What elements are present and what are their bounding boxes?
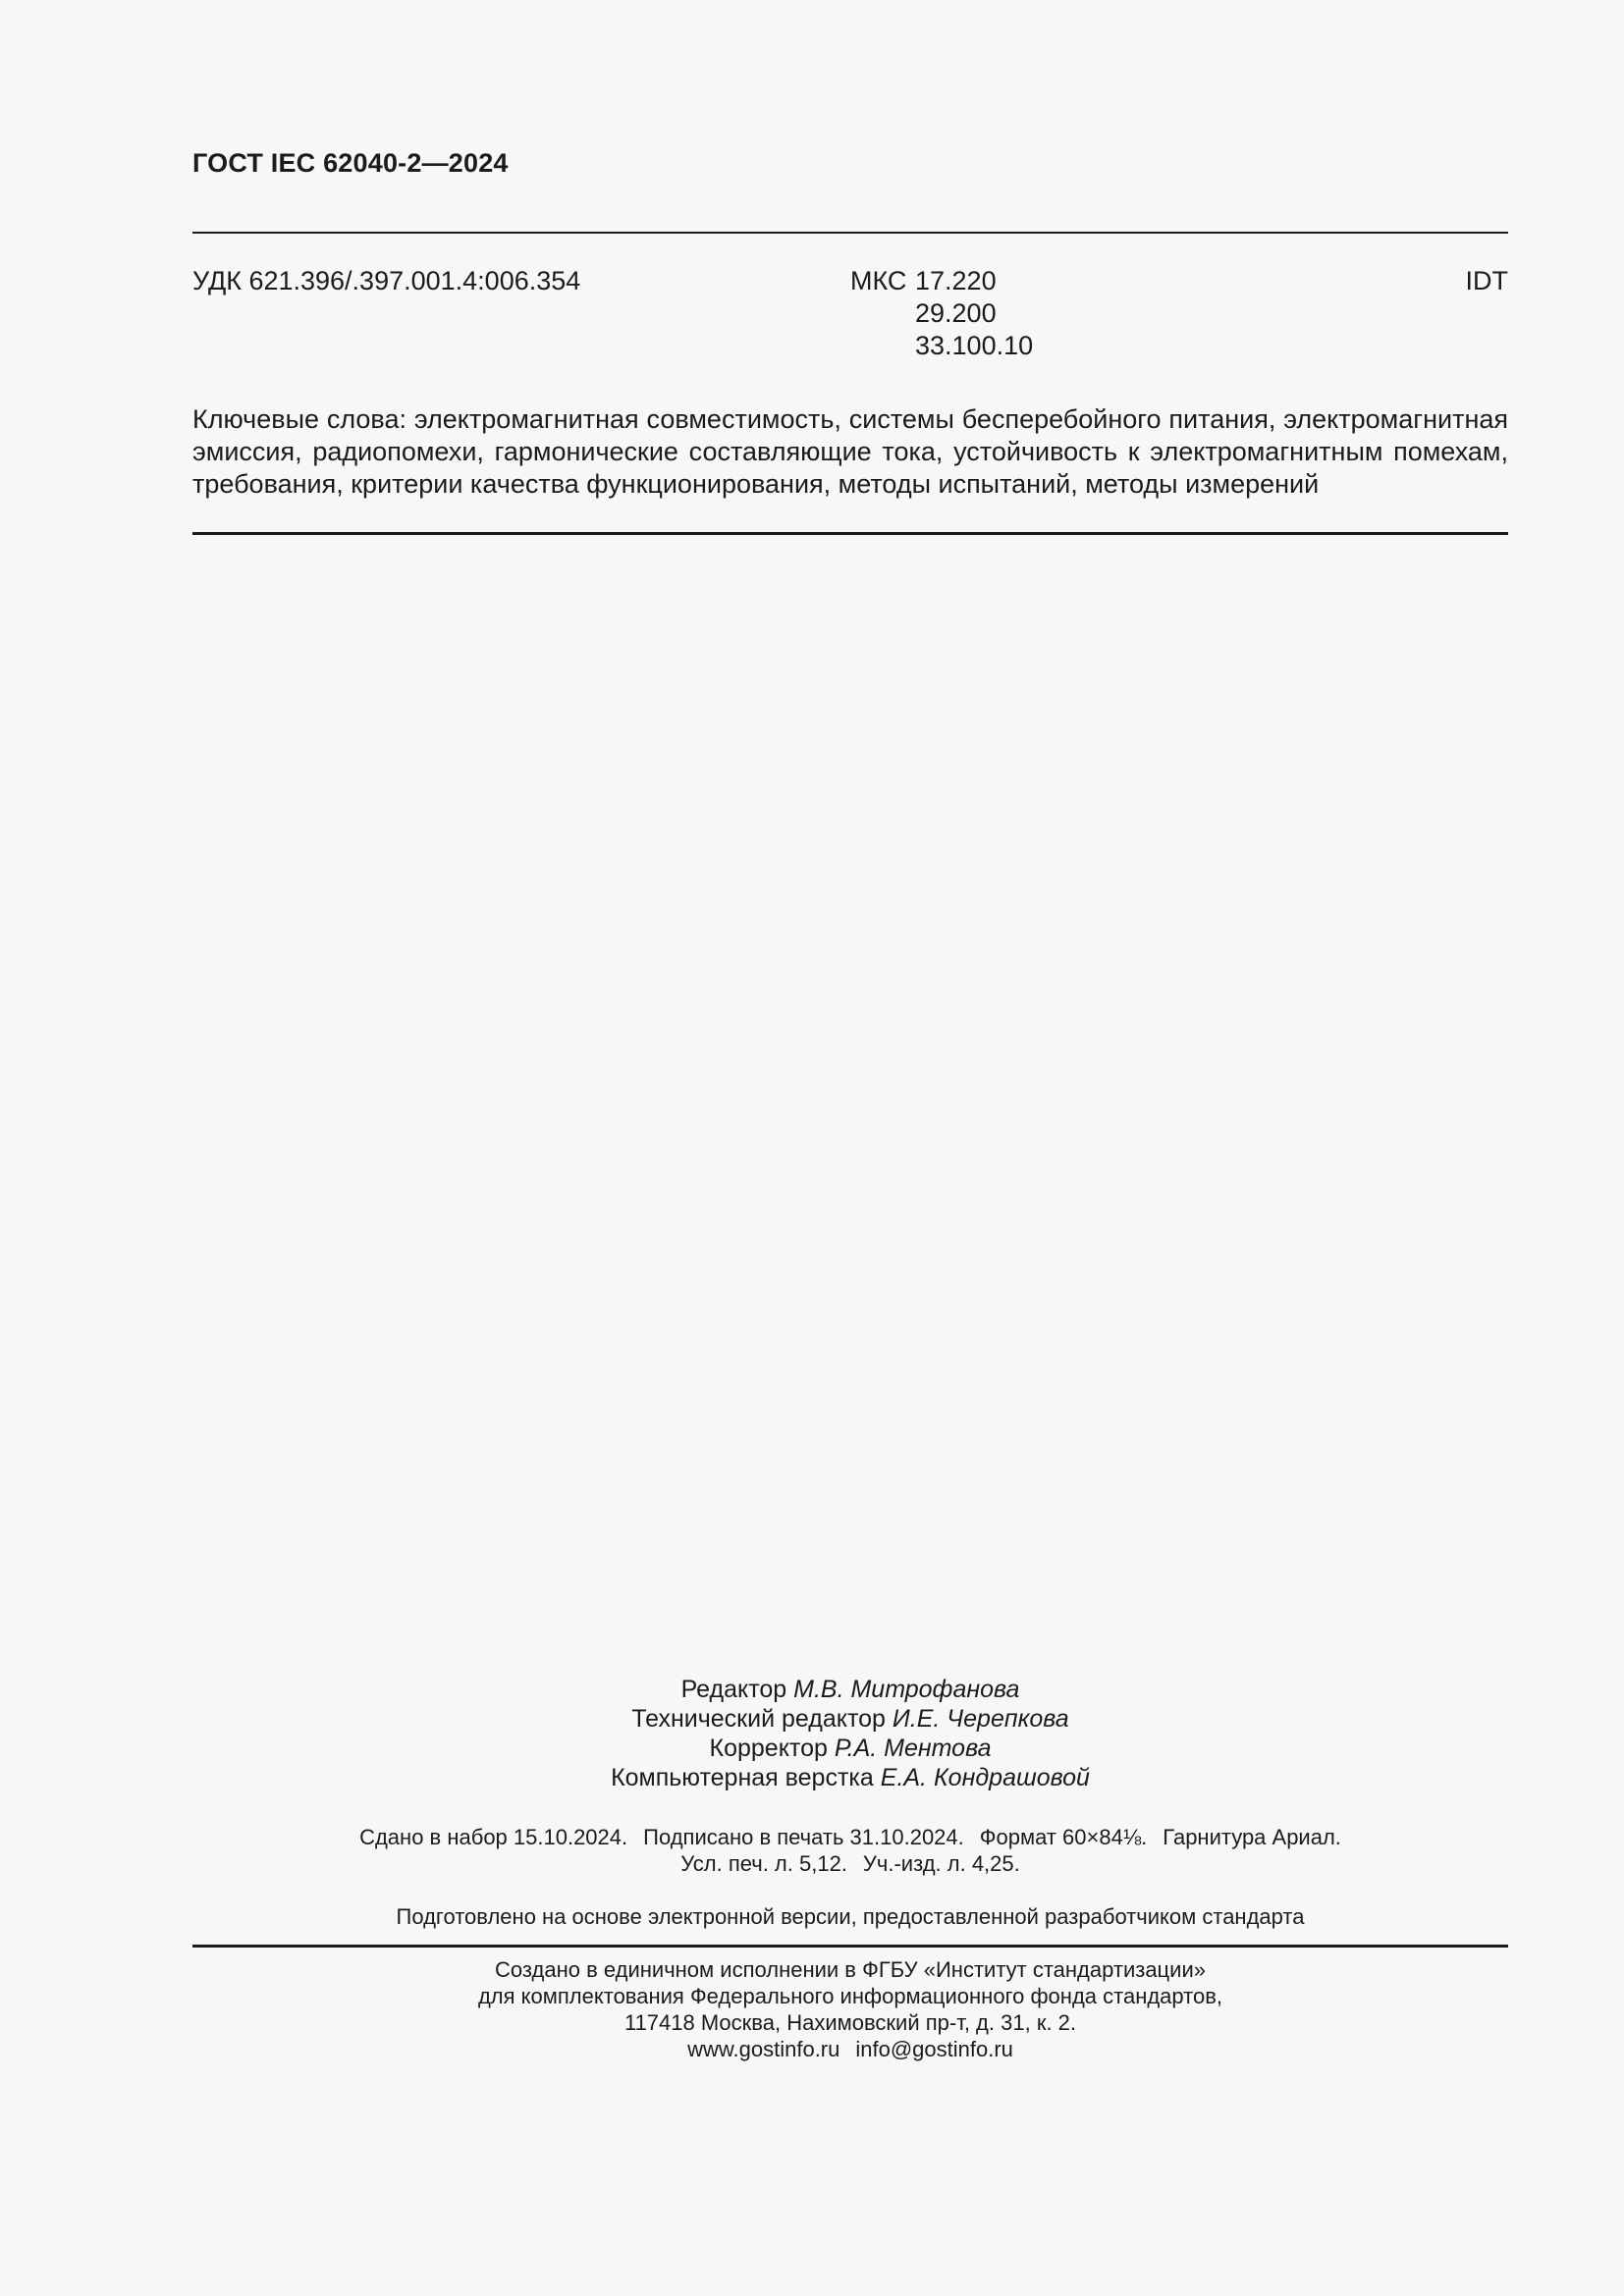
credit-line: [192, 1704, 1508, 1734]
mks-code: 33.100.10: [915, 331, 1034, 360]
idt-marker: IDT: [1465, 266, 1508, 295]
mks-row-3: [850, 330, 1033, 362]
mks-row-2: [850, 297, 1033, 330]
mks-row-1: [850, 265, 1033, 297]
print-info-line-2: [192, 1850, 1508, 1877]
publication-sheets: Уч.-изд. л. 4,25.: [862, 1851, 1020, 1876]
publisher-address: 117418 Москва, Нахимовский пр-т, д. 31, к. 2.: [623, 2010, 1077, 2035]
email-link[interactable]: info@gostinfo.ru: [855, 2037, 1013, 2061]
credit-name: Е.А. Кондрашовой: [880, 1764, 1090, 1791]
signed-date: Подписано в печать 31.10.2024.: [643, 1825, 964, 1849]
mks-codes: [850, 265, 1033, 362]
print-info-block: [192, 1824, 1508, 1877]
top-divider: [192, 232, 1508, 234]
credit-line: [192, 1734, 1508, 1763]
publisher-line-1: Создано в единичном исполнении в ФГБУ «Институт стандартизации»: [495, 1957, 1206, 1982]
bottom-divider: [192, 1945, 1508, 1948]
print-format: Формат 60×84⅛.: [979, 1825, 1148, 1849]
mks-label: МКС: [850, 266, 907, 295]
publisher-contacts: [192, 2036, 1508, 2062]
credit-role: Корректор: [709, 1735, 828, 1762]
mks-code: 17.220: [915, 266, 997, 295]
publisher-block: [192, 1956, 1508, 2062]
print-info-line-1: [192, 1824, 1508, 1850]
credit-line: [192, 1763, 1508, 1792]
credit-name: М.В. Митрофанова: [793, 1676, 1020, 1703]
submitted-date: Сдано в набор 15.10.2024.: [359, 1825, 628, 1849]
credit-role: Технический редактор: [631, 1705, 886, 1733]
credits-block: [192, 1675, 1508, 1792]
credit-role: Редактор: [680, 1676, 787, 1703]
document-code: ГОСТ IEC 62040-2—2024: [192, 148, 509, 178]
print-sheets: Усл. печ. л. 5,12.: [680, 1851, 847, 1876]
credit-role: Компьютерная верстка: [611, 1764, 874, 1791]
website-link[interactable]: www.gostinfo.ru: [687, 2037, 840, 2061]
credit-name: И.Е. Черепкова: [892, 1705, 1069, 1733]
credit-name: Р.А. Ментова: [834, 1735, 992, 1762]
udk-code: УДК 621.396/.397.001.4:006.354: [192, 266, 581, 295]
prepared-note: Подготовлено на основе электронной версии, предоставленной разработчиком стандарта: [396, 1904, 1305, 1929]
publisher-line-2: для комплектования Федерального информационного фонда стандартов,: [477, 1984, 1223, 2008]
keywords-paragraph: Ключевые слова: электромагнитная совместимость, системы бесперебойного питания, электромагнитная эмиссия, радиопомехи, гармонические составляющие тока, устойчивость к электромагнитным помехам, требования, критерии качества функционирования, методы испытаний, методы измерений: [192, 404, 1508, 499]
mks-code: 29.200: [915, 298, 997, 328]
typeface: Гарнитура Ариал.: [1163, 1825, 1341, 1849]
credit-line: [192, 1675, 1508, 1704]
middle-divider: [192, 532, 1508, 535]
